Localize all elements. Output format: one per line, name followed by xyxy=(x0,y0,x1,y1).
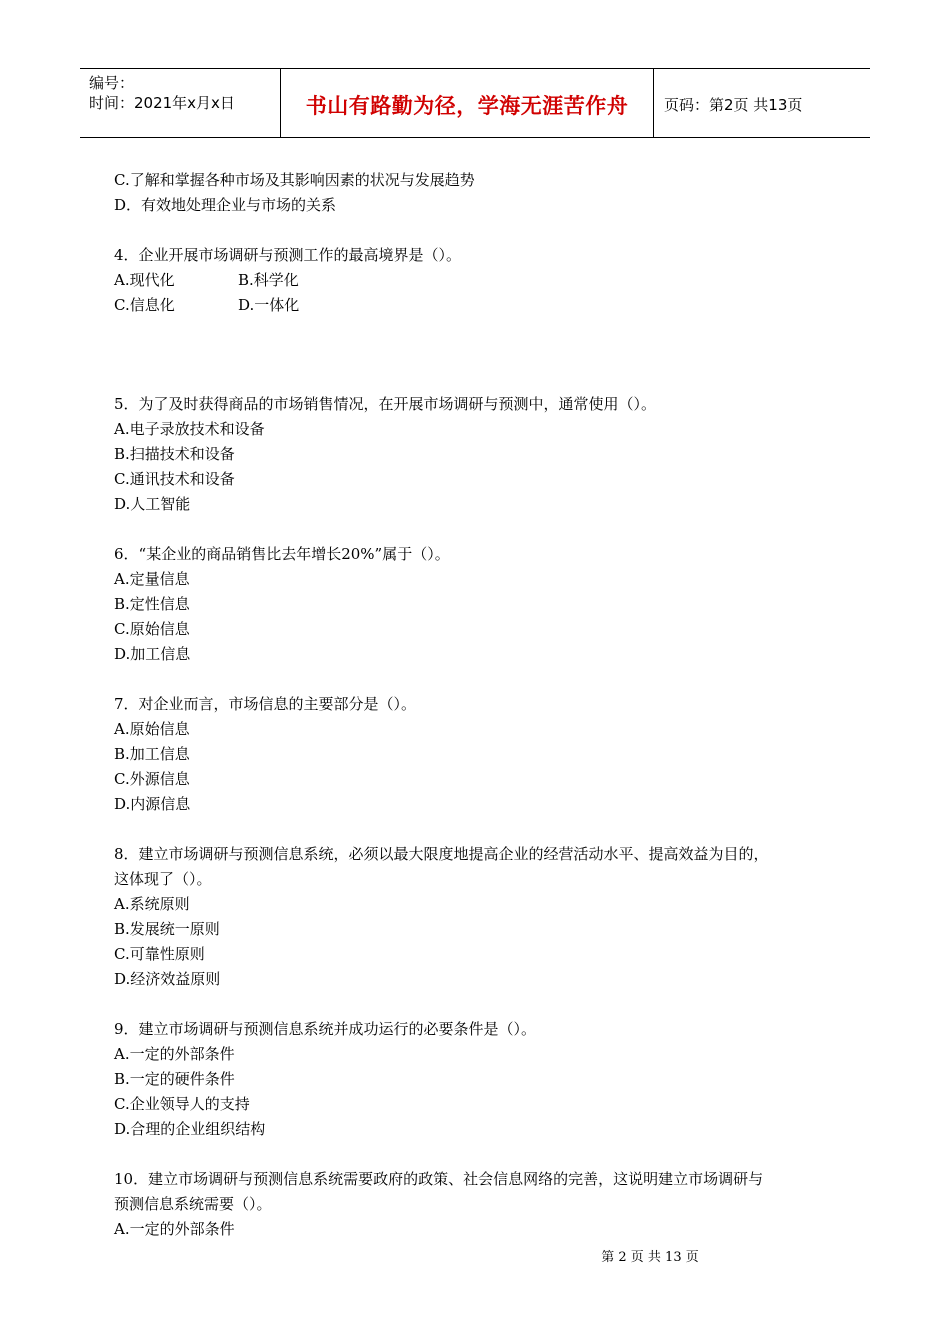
option-b: B.扫描技术和设备 xyxy=(114,445,235,463)
option-d: D.加工信息 xyxy=(114,645,191,663)
option-d: D.内源信息 xyxy=(114,795,191,813)
option-d: D.人工智能 xyxy=(114,495,191,513)
option-a: A.现代化 xyxy=(114,271,175,289)
question-6: 6．“某企业的商品销售比去年增长20%”属于（）。 xyxy=(114,545,450,563)
page-header xyxy=(80,68,870,138)
question-10: 10．建立市场调研与预测信息系统需要政府的政策、社会信息网络的完善，这说明建立市场调研与 xyxy=(114,1170,764,1188)
question-7: 7．对企业而言，市场信息的主要部分是（）。 xyxy=(114,695,417,713)
option-a: A.一定的外部条件 xyxy=(114,1045,235,1063)
number-label: 编号： xyxy=(89,74,135,92)
option-c: C.可靠性原则 xyxy=(114,945,205,963)
document-body xyxy=(114,168,854,1242)
option-b: B.加工信息 xyxy=(114,745,190,763)
option-row xyxy=(114,268,854,293)
option-c: C.通讯技术和设备 xyxy=(114,470,235,488)
header-motto: 书山有路勤为径，学海无涯苦作舟 xyxy=(281,69,654,137)
question-8: 8．建立市场调研与预测信息系统，必须以最大限度地提高企业的经营活动水平、提高效益为目的， xyxy=(114,845,769,863)
question-9: 9．建立市场调研与预测信息系统并成功运行的必要条件是（）。 xyxy=(114,1020,537,1038)
header-meta xyxy=(80,69,281,137)
question-4: 4．企业开展市场调研与预测工作的最高境界是（）。 xyxy=(114,246,462,264)
option-b: B.一定的硬件条件 xyxy=(114,1070,235,1088)
option-a: A.电子录放技术和设备 xyxy=(114,420,265,438)
option-c: C.外源信息 xyxy=(114,770,190,788)
page-footer: 第 2 页 共 13 页 xyxy=(601,1250,699,1265)
option-a: A.一定的外部条件 xyxy=(114,1220,235,1238)
option-c: C.原始信息 xyxy=(114,620,190,638)
option-d: D.合理的企业组织结构 xyxy=(114,1120,266,1138)
question-5: 5．为了及时获得商品的市场销售情况，在开展市场调研与预测中，通常使用（）。 xyxy=(114,395,657,413)
question-10-cont: 预测信息系统需要（）。 xyxy=(114,1195,272,1213)
option-line: D．有效地处理企业与市场的关系 xyxy=(114,196,337,214)
option-b: B.科学化 xyxy=(238,271,299,289)
option-d: D.经济效益原则 xyxy=(114,970,221,988)
option-b: B.定性信息 xyxy=(114,595,190,613)
option-a: A.系统原则 xyxy=(114,895,190,913)
option-a: A.原始信息 xyxy=(114,720,190,738)
time-label: 时间：2021年x月x日 xyxy=(89,94,235,112)
option-row xyxy=(114,293,854,318)
option-b: B.发展统一原则 xyxy=(114,920,220,938)
option-line: C.了解和掌握各种市场及其影响因素的状况与发展趋势 xyxy=(114,171,475,189)
question-8-cont: 这体现了（）。 xyxy=(114,870,212,888)
option-a: A.定量信息 xyxy=(114,570,190,588)
option-c: C.企业领导人的支持 xyxy=(114,1095,250,1113)
option-d: D.一体化 xyxy=(238,296,300,314)
option-c: C.信息化 xyxy=(114,296,175,314)
header-page-info: 页码：第2页 共13页 xyxy=(664,95,803,114)
